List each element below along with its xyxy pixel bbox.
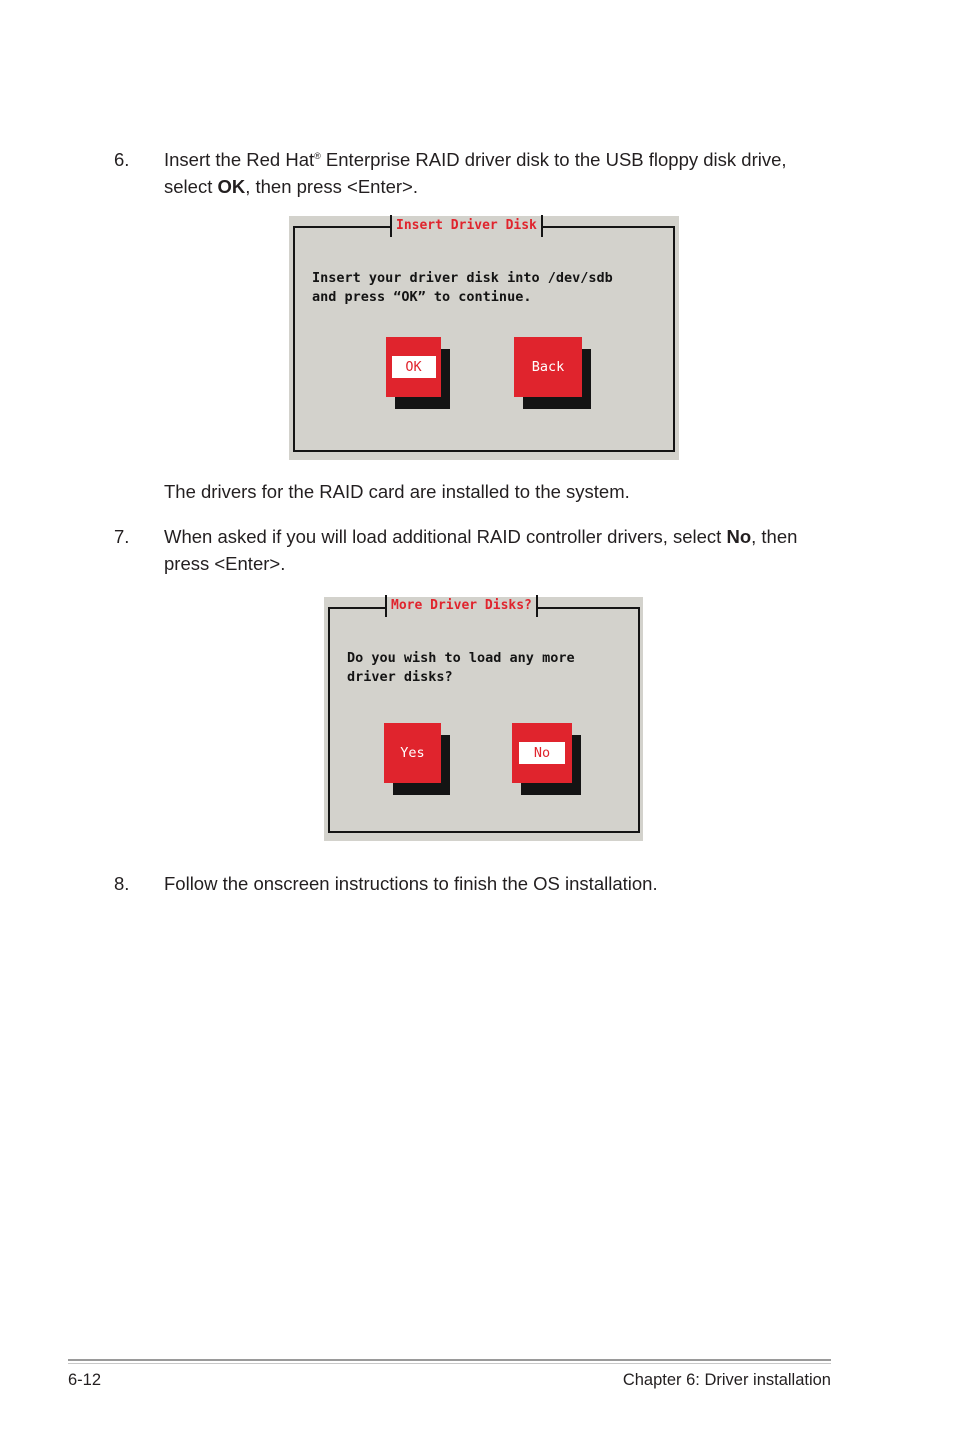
button-label: OK (392, 356, 436, 378)
step-number: 7. (114, 526, 130, 547)
button-label: Yes (400, 745, 425, 761)
dialog-frame (328, 607, 640, 833)
step-text: When asked if you will load additional RAID controller drivers, select No, then press <Enter>. (164, 526, 798, 574)
button-label: No (519, 742, 565, 764)
button-face (514, 337, 582, 397)
no-button[interactable] (512, 723, 572, 783)
installed-note: The drivers for the RAID card are installed to the system. (164, 481, 630, 502)
step-number: 6. (114, 149, 130, 170)
footer-rule (68, 1359, 831, 1361)
back-button[interactable] (514, 337, 582, 397)
button-face (386, 337, 441, 397)
more-driver-disks-dialog (324, 597, 643, 841)
button-face (512, 723, 572, 783)
dialog-title: More Driver Disks? (385, 597, 538, 615)
dialog-title: Insert Driver Disk (390, 217, 543, 235)
footer-rule-shadow (68, 1363, 831, 1364)
dialog-frame (293, 226, 675, 452)
insert-driver-disk-dialog (289, 216, 679, 460)
page-number: 6-12 (68, 1371, 102, 1389)
registered-mark: ® (314, 151, 321, 161)
yes-button[interactable] (384, 723, 441, 783)
chapter-title: Chapter 6: Driver installation (622, 1371, 831, 1389)
step-text: Follow the onscreen instructions to finish the OS installation. (164, 873, 658, 894)
dialog-message: Do you wish to load any more driver disks? (347, 650, 575, 685)
dialog-message: Insert your driver disk into /dev/sdb and press “OK” to continue. (312, 270, 613, 305)
step-number: 8. (114, 873, 130, 894)
step-text: Insert the Red Hat® Enterprise RAID driver disk to the USB floppy disk drive, select OK, then press <Enter>. (164, 149, 787, 197)
ok-button[interactable] (386, 337, 441, 397)
button-face (384, 723, 441, 783)
button-label: Back (531, 359, 565, 375)
